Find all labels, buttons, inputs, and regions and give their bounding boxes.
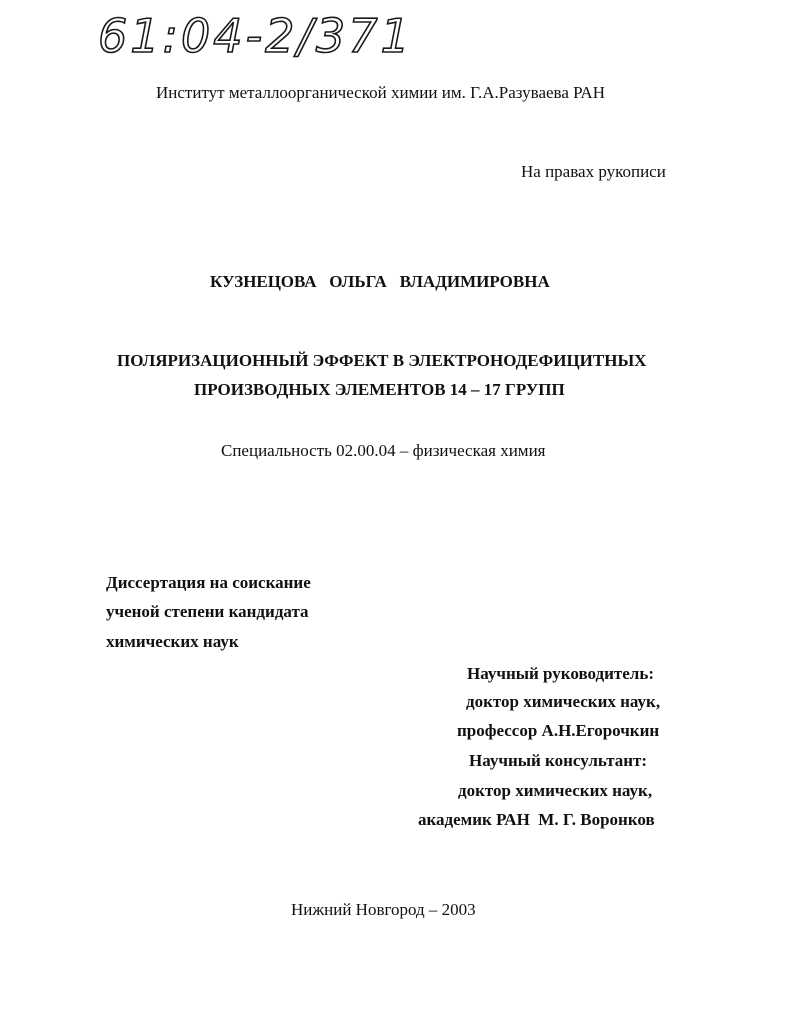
manuscript-rights: На правах рукописи [521,162,666,181]
consultant-heading: Научный консультант: [469,751,648,770]
archive-number-text: 61:04-2/371 [98,9,413,62]
handwritten-archive-number [96,6,426,62]
institute-name: Институт металлоорганической химии им. Г.А.Разуваева РАН [156,83,605,102]
supervisor-degree: доктор химических наук, [466,692,661,711]
specialty: Специальность 02.00.04 – физическая химия [221,441,546,460]
dissertation-line-3: химических наук [106,632,239,651]
thesis-title-line-1: ПОЛЯРИЗАЦИОННЫЙ ЭФФЕКТ В ЭЛЕКТРОНОДЕФИЦИТНЫХ [117,351,647,370]
dissertation-line-1: Диссертация на соискание [106,573,311,592]
consultant-name: академик РАН М. Г. Воронков [418,810,655,829]
thesis-title-line-2: ПРОИЗВОДНЫХ ЭЛЕМЕНТОВ 14 – 17 ГРУПП [194,380,565,399]
author-name: КУЗНЕЦОВА ОЛЬГА ВЛАДИМИРОВНА [210,272,550,291]
dissertation-line-2: ученой степени кандидата [106,602,309,621]
supervisor-name: профессор А.Н.Егорочкин [457,721,660,740]
supervisor-heading: Научный руководитель: [467,664,654,683]
consultant-degree: доктор химических наук, [458,781,653,800]
place-and-year: Нижний Новгород – 2003 [291,900,476,919]
